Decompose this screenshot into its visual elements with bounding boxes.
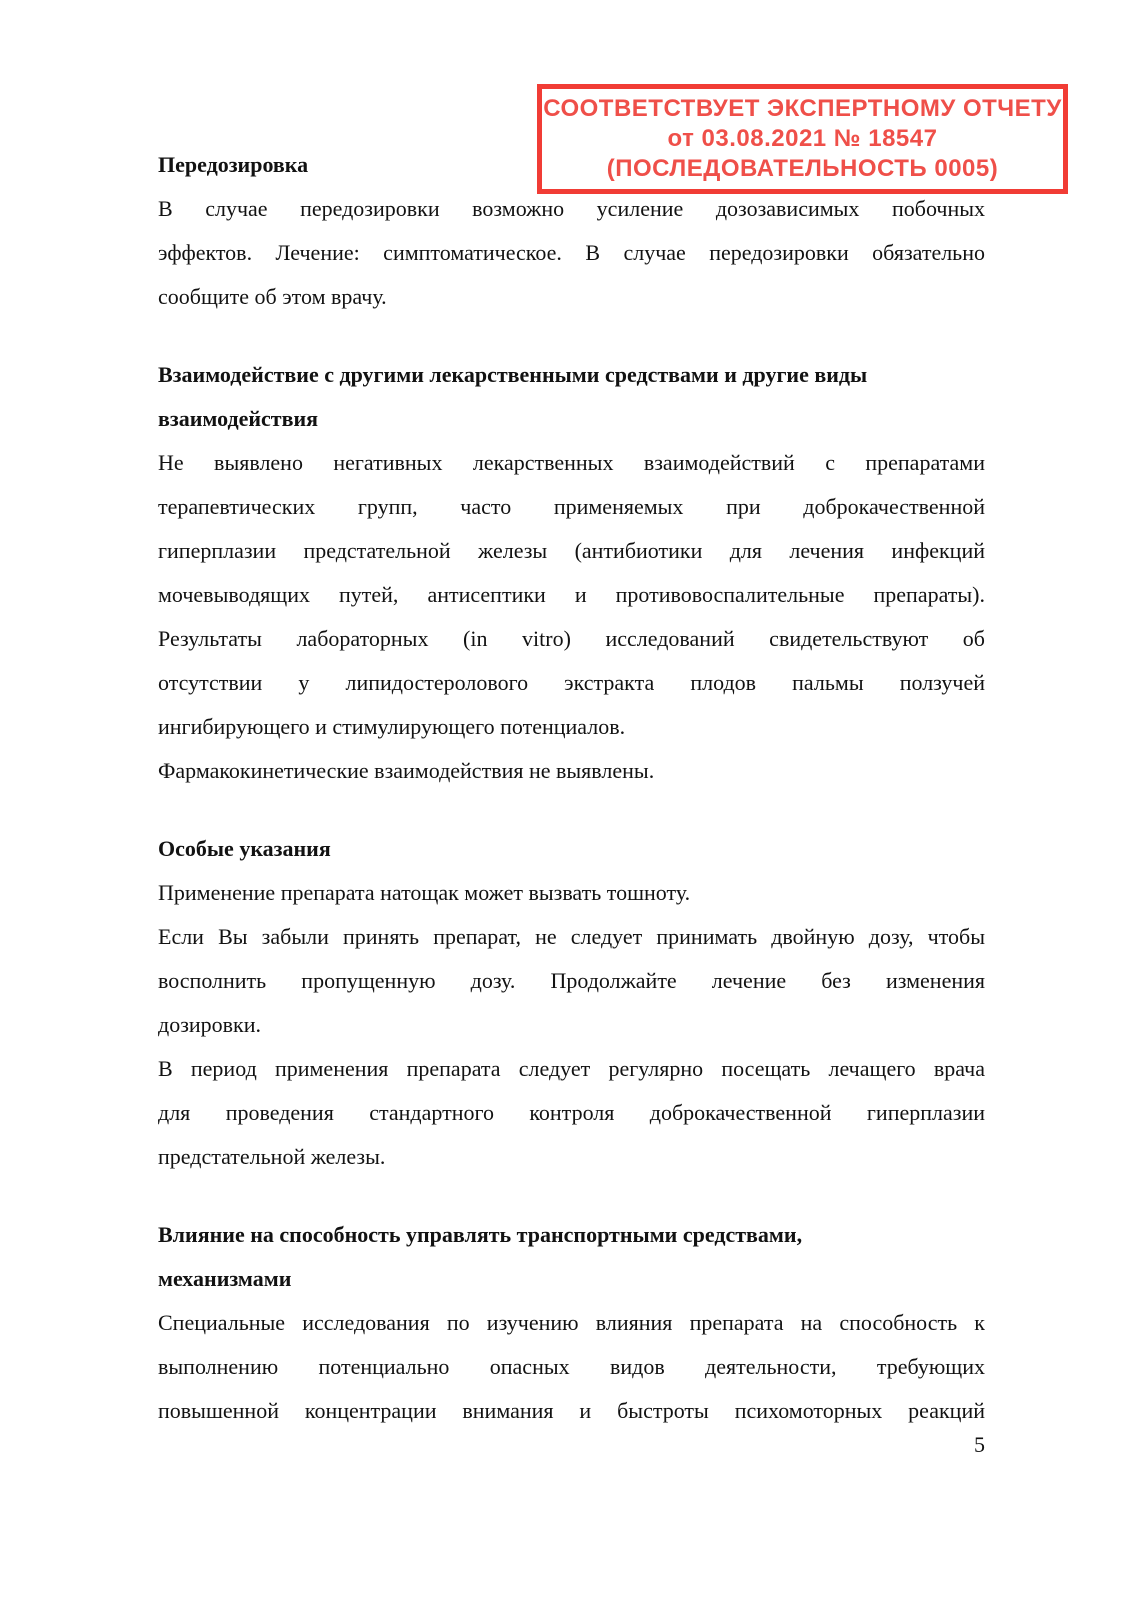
text-line: восполнить пропущенную дозу. Продолжайте лечение без изменения <box>158 968 985 993</box>
paragraph <box>158 1301 985 1433</box>
heading-line: Взаимодействие с другими лекарственными средствами и другие виды <box>158 362 868 387</box>
text-line: В случае передозировки возможно усиление дозозависимых побочных <box>158 196 985 221</box>
text-line: мочевыводящих путей, антисептики и противовоспалительные препараты). <box>158 582 985 607</box>
text-line: В период применения препарата следует регулярно посещать лечащего врача <box>158 1056 985 1081</box>
stamp-line-2: от 03.08.2021 № 18547 <box>667 125 938 152</box>
text-line: сообщите об этом врачу. <box>158 284 387 309</box>
page-number: 5 <box>974 1432 985 1457</box>
heading-line: Влияние на способность управлять транспортными средствами, <box>158 1222 803 1247</box>
text-line: терапевтических групп, часто применяемых при доброкачественной <box>158 494 985 519</box>
stamp-line-3: (ПОСЛЕДОВАТЕЛЬНОСТЬ 0005) <box>606 155 999 182</box>
section-heading <box>158 827 985 871</box>
section-heading <box>158 1213 985 1301</box>
text-line: Фармакокинетические взаимодействия не выявлены. <box>158 758 655 783</box>
text-line: для проведения стандартного контроля доброкачественной гиперплазии <box>158 1100 985 1125</box>
text-line: выполнению потенциально опасных видов деятельности, требующих <box>158 1354 985 1379</box>
heading-line: Передозировка <box>158 152 309 177</box>
text-line: Применение препарата натощак может вызвать тошноту. <box>158 880 691 905</box>
text-line: Не выявлено негативных лекарственных взаимодействий с препаратами <box>158 450 985 475</box>
paragraph <box>158 915 985 1047</box>
text-line: отсутствии у липидостеролового экстракта плодов пальмы ползучей <box>158 670 985 695</box>
text-line: предстательной железы. <box>158 1144 386 1169</box>
text-line: дозировки. <box>158 1012 262 1037</box>
stamp-line-1: СООТВЕТСТВУЕТ ЭКСПЕРТНОМУ ОТЧЕТУ <box>543 95 1062 122</box>
paragraph <box>158 1047 985 1179</box>
text-line: Специальные исследования по изучению влияния препарата на способность к <box>158 1310 985 1335</box>
heading-line: взаимодействия <box>158 406 319 431</box>
text-line: Если Вы забыли принять препарат, не следует принимать двойную дозу, чтобы <box>158 924 985 949</box>
paragraph <box>158 441 985 749</box>
text-line: эффектов. Лечение: симптоматическое. В случае передозировки обязательно <box>158 240 985 265</box>
text-line: гиперплазии предстательной железы (антибиотики для лечения инфекций <box>158 538 985 563</box>
text-line: Результаты лабораторных (in vitro) исследований свидетельствуют об <box>158 626 985 651</box>
paragraph <box>158 749 985 793</box>
document-body <box>158 143 985 1465</box>
text-line: ингибирующего и стимулирующего потенциалов. <box>158 714 626 739</box>
heading-line: механизмами <box>158 1266 292 1291</box>
section-heading <box>158 353 985 441</box>
heading-line: Особые указания <box>158 836 331 861</box>
section-heading <box>158 143 985 187</box>
paragraph <box>158 871 985 915</box>
text-line: повышенной концентрации внимания и быстроты психомоторных реакций <box>158 1398 985 1423</box>
paragraph <box>158 187 985 319</box>
